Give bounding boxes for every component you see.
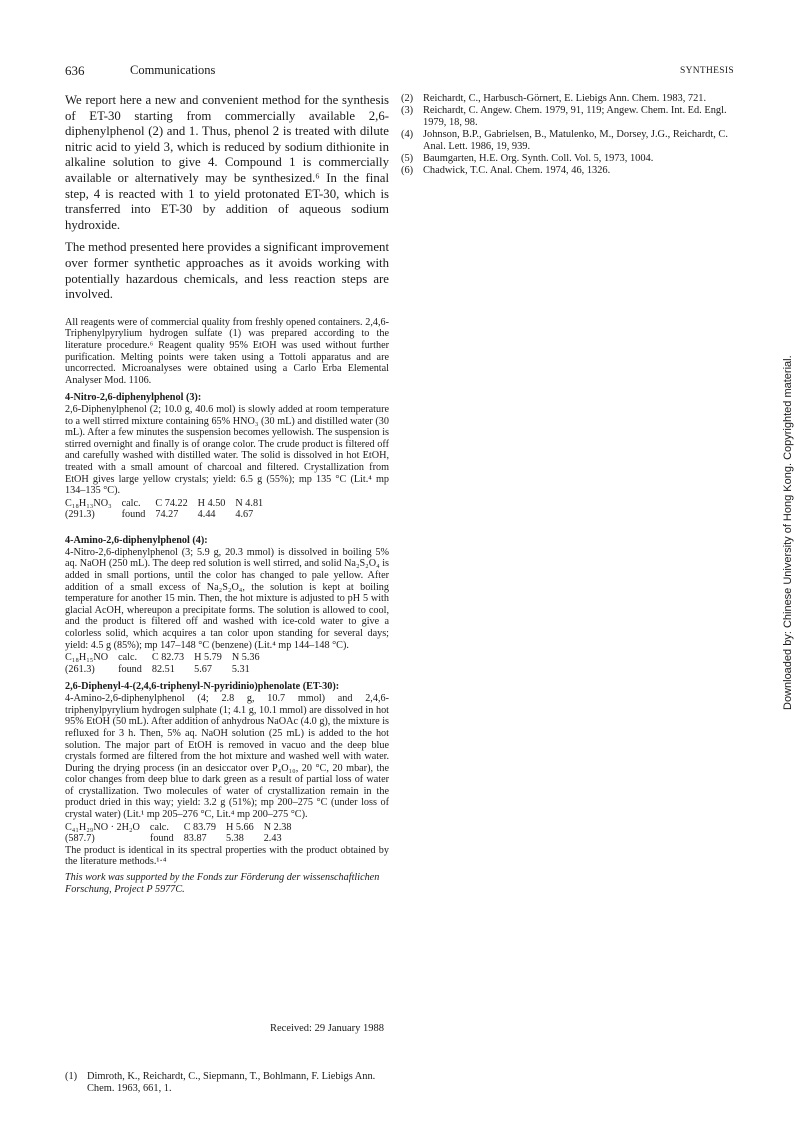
analysis-c: C 83.79: [183, 821, 216, 833]
analysis-row-calc: [65, 822, 301, 834]
section-heading: Communications: [130, 63, 216, 77]
reference-number: (2): [401, 93, 414, 104]
analysis-label: found: [121, 509, 146, 521]
analysis-c: 83.87: [183, 833, 207, 845]
analysis-h: H 5.66: [225, 821, 254, 833]
analysis-h: 5.67: [194, 663, 212, 675]
analysis-row-found: [65, 509, 273, 521]
microanalysis-table: [65, 498, 273, 521]
analysis-c: 82.51: [151, 663, 175, 675]
reference-text: Johnson, B.P., Gabrielsen, B., Matulenko, M., Dorsey, J.G., Reichardt, C. Anal. Lett. 1986, 19, 939.: [423, 129, 728, 152]
analysis-row-calc: [65, 652, 270, 664]
reference-item: [401, 165, 741, 177]
reference-number: (5): [401, 153, 414, 164]
left-column: [65, 93, 389, 896]
reference-text: Reichardt, C. Angew. Chem. 1979, 91, 119; Angew. Chem. Int. Ed. Engl. 1979, 18, 98.: [423, 105, 727, 128]
procedure-nitro: [65, 392, 389, 521]
molecular-weight: (587.7): [65, 833, 95, 845]
reference-number: (6): [401, 165, 414, 176]
procedure-amino: [65, 535, 389, 675]
reference-item: [401, 153, 741, 165]
reference-number: (1): [65, 1071, 78, 1082]
analysis-n: N 2.38: [263, 821, 292, 833]
analysis-c: C 74.22: [155, 497, 188, 509]
analysis-label: found: [118, 663, 142, 675]
molecular-weight: (261.3): [65, 663, 95, 675]
intro-paragraph-2: The method presented here provides a significant improvement over former synthetic approaches as it avoids working with potentially hazardous chemicals, and less reaction steps are involved.: [65, 240, 389, 302]
reference-item: [401, 105, 741, 129]
analysis-row-found: [65, 664, 270, 676]
reference-item: [65, 1071, 385, 1095]
download-notice: Downloaded by: Chinese University of Hong Kong. Copyrighted material.: [782, 355, 794, 710]
analysis-n: N 5.36: [231, 652, 260, 664]
analysis-h: 4.44: [197, 509, 216, 521]
reference-text: Chadwick, T.C. Anal. Chem. 1974, 46, 1326.: [423, 165, 611, 176]
reference-text: Dimroth, K., Reichardt, C., Siepmann, T., Bohlmann, F. Liebigs Ann. Chem. 1963, 661, 1.: [87, 1071, 376, 1094]
analysis-h: H 4.50: [197, 497, 226, 509]
formula: C₁₈H₁₅NO: [65, 652, 109, 664]
reference-number: (4): [401, 129, 414, 140]
microanalysis-table: [65, 822, 301, 845]
reference-item: [401, 93, 741, 105]
procedure-title: 2,6-Diphenyl-4-(2,4,6-triphenyl-N-pyridinio)phenolate (ET-30):: [65, 681, 340, 693]
procedure-text: 4-Amino-2,6-diphenylphenol (4; 2.8 g, 10.7 mmol) and 2,4,6-triphenylpyrylium hydrogen sulphate (1; 4.1 g, 10.1 mmol) are dissolved in hot 95% EtOH (50 mL). After addition of anhydrous NaOAc (4.0 g), the mixture is refluxed for 3 h. Then, 5% aq. NaOH solution (25 mL) is added to the hot solution. The major part of EtOH is removed in vacuo and the deep blue crystals formed are filtered from the hot mixture and washed well with water. During the drying process (in an desiccator over P₄O₁₀, 20 °C, 20 mbar), the color changes from deep blue to dark green as a result of partial loss of water of crystallization. Two molecules of water of crystallization remain in the product dried in this way; yield: 3.2 g (51%); mp 200–275 °C (under loss of crystal water) (Lit.¹ mp 205–276 °C, Lit.⁴ mp 200–275 °C).: [65, 693, 389, 821]
procedure-title: 4-Nitro-2,6-diphenylphenol (3):: [65, 392, 202, 404]
procedure-text: 2,6-Diphenylphenol (2; 10.0 g, 40.6 mol) is slowly added at room temperature to a well stirred mixture containing 65% HNO₃ (30 mL) and distilled water (30 mL). After a few minutes the suspension becomes yellowish. The suspension is stirred overnight and finally is of orange color. The crude product is filtered off and carefully washed with distilled water. The solid is dissolved in hot EtOH, treated with a small amount of charcoal and filtered. Crystallization from EtOH gives large yellow crystals; yield: 6.5 g (55%); mp 135 °C (Lit.⁴ mp 134–135 °C).: [65, 404, 389, 497]
acknowledgement: This work was supported by the Fonds zur Förderung der wissenschaftlichen Forschung, Project P 5977C.: [65, 872, 380, 896]
analysis-row-calc: [65, 498, 273, 510]
microanalysis-table: [65, 652, 270, 675]
reference-text: Baumgarten, H.E. Org. Synth. Coll. Vol. 5, 1973, 1004.: [423, 153, 654, 164]
procedure-title: 4-Amino-2,6-diphenylphenol (4):: [65, 535, 208, 547]
procedure-conclusion: The product is identical in its spectral properties with the product obtained by the literature methods.¹·⁴: [65, 844, 389, 868]
analysis-n: 4.67: [235, 509, 254, 521]
reference-number: (3): [401, 105, 414, 116]
procedure-text: 4-Nitro-2,6-diphenylphenol (3; 5.9 g, 20.3 mmol) is dissolved in boiling 5% aq. NaOH (250 mL). The deep red solution is well stirred, and solid Na₂S₂O₄ is added in small portions, until the color has changed to pale yellow. After addition of a small excess of Na₂S₂O₄, the solution is kept at boiling temperature for another 15 min. Then, the hot mixture is adjusted to pH 5 with glacial AcOH, whereupon a precipitate forms. The solution is allowed to cool, and the product is filtered off and washed with ice-cold water to give a colorless solid, which acquires a tan color upon standing for several days; yield: 4.5 g (85%); mp 147–148 °C (benzene) (Lit.⁴ mp 144–148 °C).: [65, 546, 389, 651]
intro-paragraph-1: We report here a new and convenient method for the synthesis of ET-30 starting from commercially available 2,6-diphenylphenol (2) and 1. Thus, phenol 2 is treated with dilute nitric acid to yield 3, which is reduced by sodium dithionite in alkaline solution to give 4. Compound 1 is commercially available or alternatively may be synthesized.⁶ In the final step, 4 is reacted with 1 to yield protonated ET-30, which is transferred into ET-30 by addition of aqueous sodium hydroxide.: [65, 93, 389, 232]
experimental-general: All reagents were of commercial quality from freshly opened containers. 2,4,6-Triphenylpyrylium hydrogen sulfate (1) was prepared according to the literature procedure.⁶ Reagent quality 95% EtOH was used without further purification. Melting points were taken using a Tottoli apparatus and are uncorrected. Microanalyses were obtained using a Carlo Erba Elemental Analyser Mod. 1106.: [65, 316, 389, 386]
analysis-label: calc.: [121, 497, 141, 509]
formula: C₁₈H₁₃NO₃: [65, 497, 112, 509]
analysis-label: found: [149, 833, 174, 845]
analysis-c: 74.27: [155, 509, 179, 521]
analysis-h: 5.38: [225, 833, 244, 845]
procedure-et30: [65, 681, 389, 868]
analysis-c: C 82.73: [151, 652, 185, 664]
analysis-h: H 5.79: [194, 652, 222, 664]
journal-name: SYNTHESIS: [680, 66, 734, 76]
analysis-n: 2.43: [263, 833, 282, 845]
references-left: [65, 1071, 385, 1095]
reference-item: [401, 129, 741, 153]
molecular-weight: (291.3): [65, 509, 95, 521]
analysis-n: 5.31: [231, 663, 250, 675]
analysis-label: calc.: [149, 821, 169, 833]
analysis-row-found: [65, 833, 301, 845]
page-number: 636: [65, 63, 85, 78]
analysis-n: N 4.81: [235, 497, 264, 509]
references-right: [401, 93, 741, 177]
received-date: Received: 29 January 1988: [270, 1023, 385, 1034]
reference-text: Reichardt, C., Harbusch-Görnert, E. Liebigs Ann. Chem. 1983, 721.: [423, 93, 707, 104]
analysis-label: calc.: [118, 652, 138, 664]
formula: C₄₁H₂₉NO · 2H₂O: [65, 821, 140, 833]
